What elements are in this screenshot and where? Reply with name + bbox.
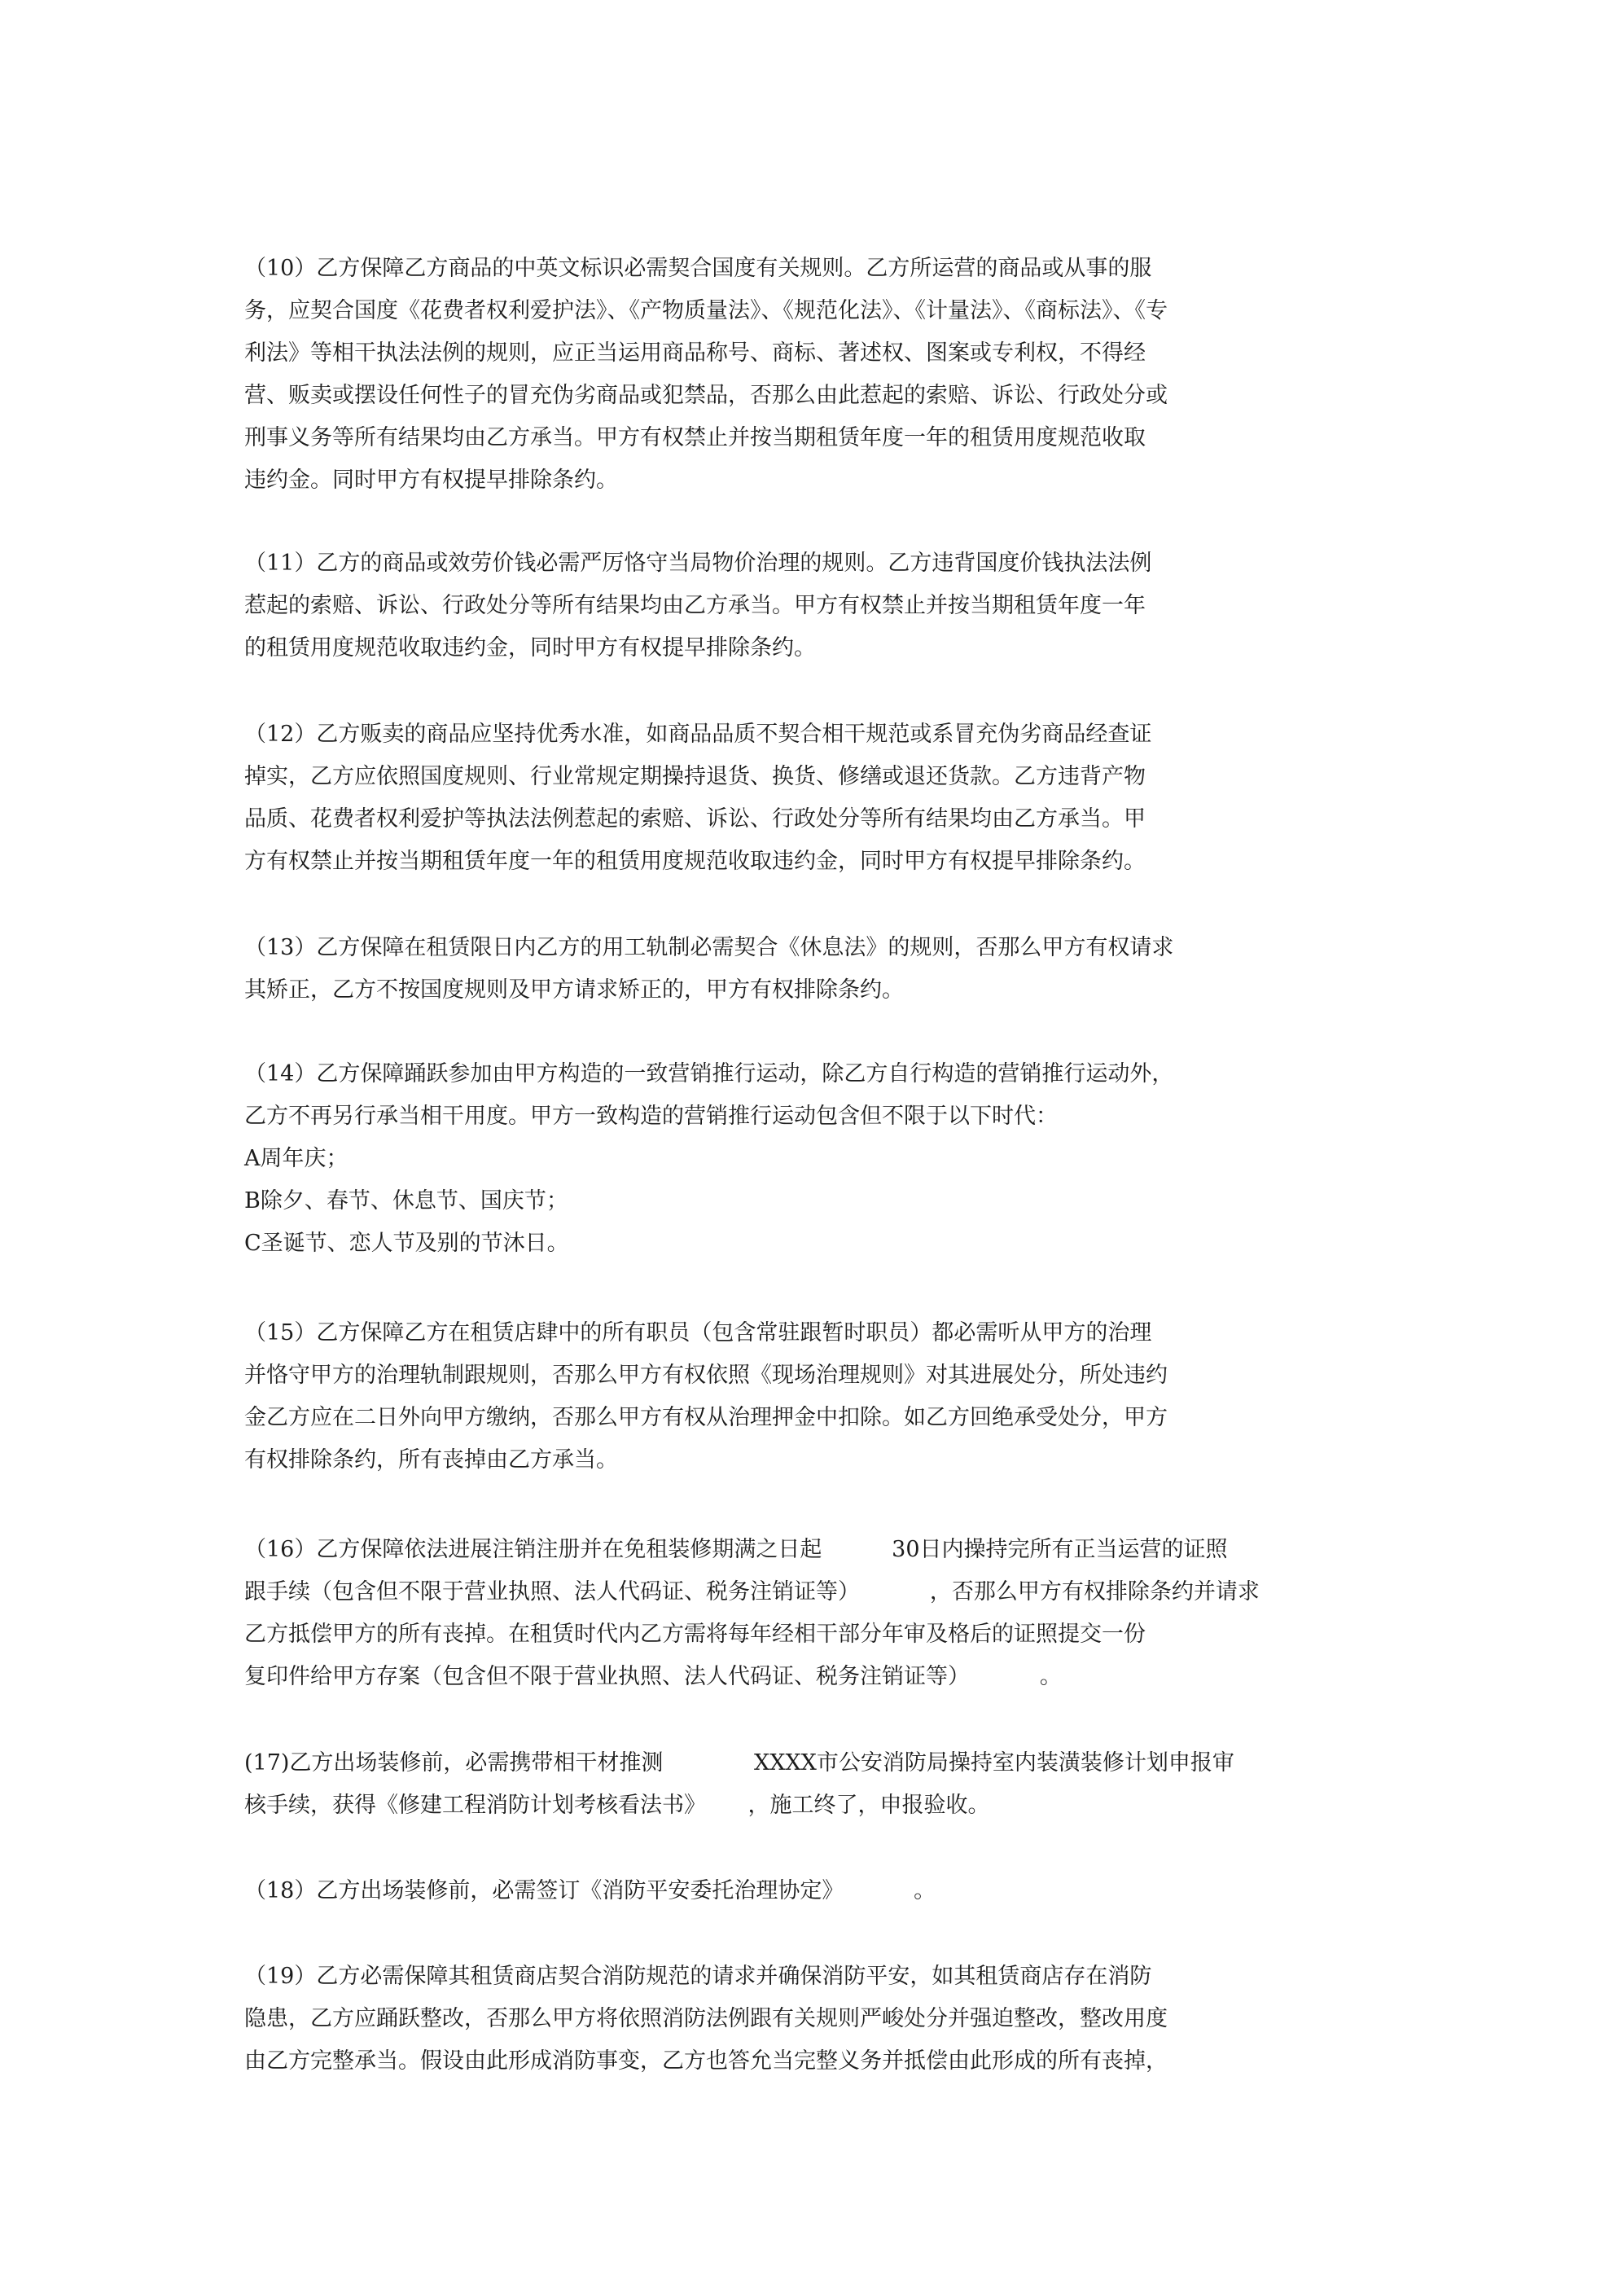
paragraph-line: 刑事义务等所有结果均由乙方承当。甲方有权禁止并按当期租赁年度一年的租赁用度规范收取 (244, 425, 1146, 450)
paragraph-line: （15）乙方保障乙方在租赁店肆中的所有职员（包含常驻跟暂时职员）都必需听从甲方的治理 (244, 1320, 1152, 1346)
paragraph-line: 营、贩卖或摆设任何性子的冒充伪劣商品或犯禁品，否那么由此惹起的索赔、诉讼、行政处分或 (244, 383, 1168, 408)
paragraph-line: 违约金。同时甲方有权提早排除条约。 (244, 468, 618, 493)
paragraph-line: 金乙方应在二日外向甲方缴纳，否那么甲方有权从治理押金中扣除。如乙方回绝承受处分，甲方 (244, 1405, 1168, 1430)
paragraph-line: 乙方不再另行承当相干用度。甲方一致构造的营销推行运动包含但不限于以下时代： (244, 1104, 1058, 1129)
paragraph-line: 核手续，获得《修建工程消防计划考核看法书》 ，施工终了，申报验收。 (244, 1793, 990, 1818)
paragraph-line: （12）乙方贩卖的商品应坚持优秀水准，如商品品质不契合相干规范或系冒充伪劣商品经查证 (244, 722, 1152, 747)
paragraph-line: （18）乙方出场装修前，必需签订《消防平安委托治理协定》 。 (244, 1878, 936, 1903)
paragraph-line: （13）乙方保障在租赁限日内乙方的用工轨制必需契合《休息法》的规则，否那么甲方有权请求 (244, 935, 1174, 960)
paragraph-line: 其矫正，乙方不按国度规则及甲方请求矫正的，甲方有权排除条约。 (244, 977, 904, 1003)
paragraph-line: 方有权禁止并按当期租赁年度一年的租赁用度规范收取违约金，同时甲方有权提早排除条约。 (244, 849, 1146, 874)
paragraph-line: C圣诞节、恋人节及别的节沐日。 (244, 1231, 569, 1256)
paragraph-line: (17)乙方出场装修前，必需携带相干材推测 XXXX市公安消防局操持室内装潢装修计划申报审 (244, 1750, 1234, 1776)
paragraph-line: 隐患，乙方应踊跃整改，否那么甲方将依照消防法例跟有关规则严峻处分并强迫整改，整改用度 (244, 2006, 1168, 2031)
paragraph-line: 利法》等相干执法法例的规则，应正当运用商品称号、商标、著述权、图案或专利权，不得经 (244, 340, 1146, 366)
paragraph-line: （16）乙方保障依法进展注销注册并在免租装修期满之日起 30日内操持完所有正当运营的证照 (244, 1537, 1228, 1562)
paragraph-line: 由乙方完整承当。假设由此形成消防事变，乙方也答允当完整义务并抵偿由此形成的所有丧掉， (244, 2048, 1168, 2074)
paragraph-line: 并恪守甲方的治理轨制跟规则，否那么甲方有权依照《现场治理规则》对其进展处分，所处违约 (244, 1363, 1168, 1388)
paragraph-line: 复印件给甲方存案（包含但不限于营业执照、法人代码证、税务注销证等） 。 (244, 1664, 1062, 1689)
paragraph-line: （10）乙方保障乙方商品的中英文标识必需契合国度有关规则。乙方所运营的商品或从事的服 (244, 256, 1152, 281)
paragraph-line: 掉实，乙方应依照国度规则、行业常规定期操持退货、换货、修缮或退还货款。乙方违背产物 (244, 764, 1146, 789)
paragraph-line: A周年庆； (244, 1146, 349, 1171)
paragraph-line: 惹起的索赔、诉讼、行政处分等所有结果均由乙方承当。甲方有权禁止并按当期租赁年度一年 (244, 593, 1146, 618)
paragraph-line: 务，应契合国度《花费者权利爱护法》、《产物质量法》、《规范化法》、《计量法》、《商标法》、《专 (244, 298, 1168, 323)
paragraph-line: （14）乙方保障踊跃参加由甲方构造的一致营销推行运动，除乙方自行构造的营销推行运动外， (244, 1061, 1174, 1087)
paragraph-line: 跟手续（包含但不限于营业执照、法人代码证、税务注销证等） ，否那么甲方有权排除条约并请求 (244, 1579, 1260, 1605)
paragraph-line: B除夕、春节、休息节、国庆节； (244, 1188, 568, 1214)
paragraph-line: （11）乙方的商品或效劳价钱必需严厉恪守当局物价治理的规则。乙方违背国度价钱执法法例 (244, 551, 1152, 576)
paragraph-line: （19）乙方必需保障其租赁商店契合消防规范的请求并确保消防平安，如其租赁商店存在消防 (244, 1964, 1152, 1989)
paragraph-line: 有权排除条约，所有丧掉由乙方承当。 (244, 1447, 618, 1473)
paragraph-line: 品质、花费者权利爱护等执法法例惹起的索赔、诉讼、行政处分等所有结果均由乙方承当。甲 (244, 806, 1146, 832)
paragraph-line: 的租赁用度规范收取违约金，同时甲方有权提早排除条约。 (244, 635, 816, 661)
paragraph-line: 乙方抵偿甲方的所有丧掉。在租赁时代内乙方需将每年经相干部分年审及格后的证照提交一份 (244, 1622, 1146, 1647)
